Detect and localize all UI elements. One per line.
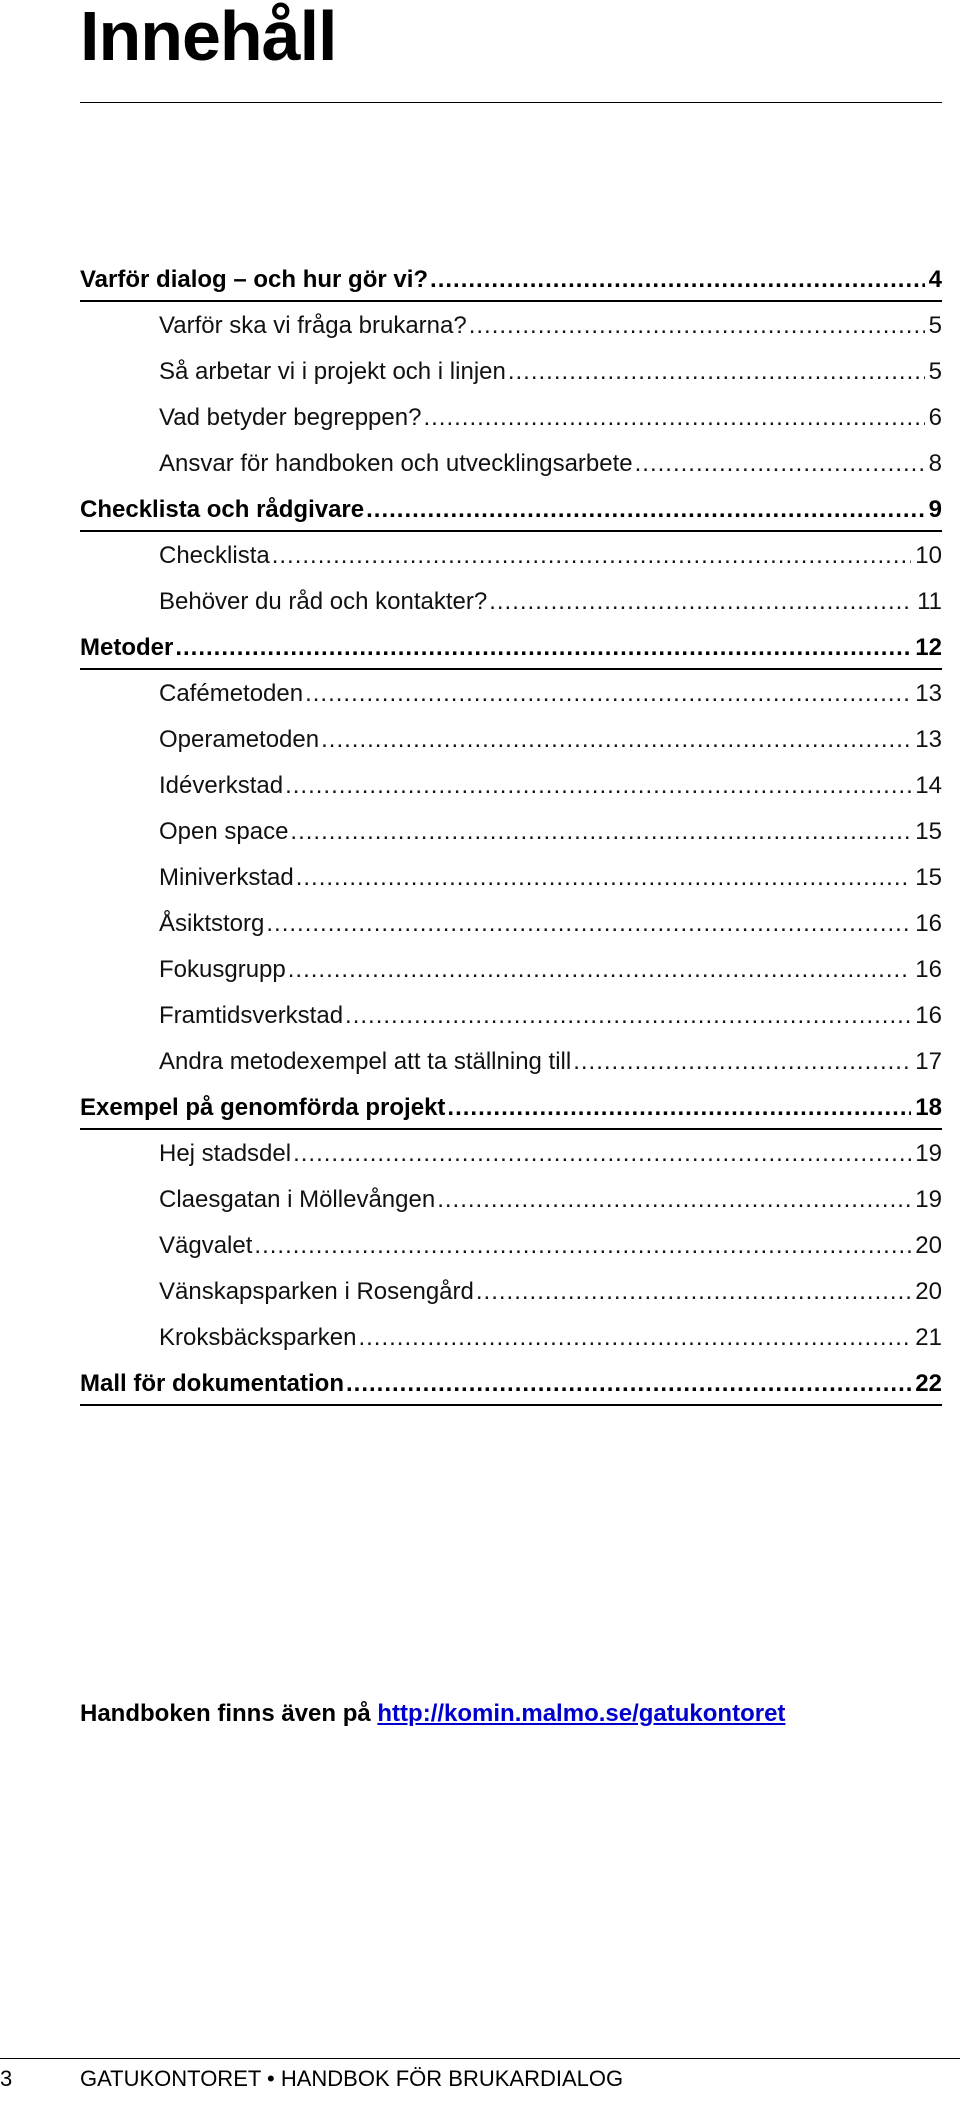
toc-dot-leader: [635, 441, 925, 487]
toc-entry-page-number: 8: [928, 450, 942, 477]
toc-entry-title: Framtidsverkstad: [159, 1002, 344, 1029]
toc-dot-leader: [345, 993, 911, 1039]
toc-section-entry[interactable]: [80, 671, 942, 717]
page-title: Innehåll: [80, 0, 337, 75]
toc-entry-title: Så arbetar vi i projekt och i linjen: [159, 358, 506, 385]
toc-section-entry[interactable]: [80, 395, 942, 441]
availability-note-text: Handboken finns även på: [80, 1700, 371, 1727]
toc-entry-page-number: 4: [928, 266, 942, 293]
toc-dot-leader: [254, 1223, 911, 1269]
toc-dot-leader: [358, 1315, 911, 1361]
toc-section-entry[interactable]: [80, 947, 942, 993]
toc-entry-title: Vad betyder begreppen?: [159, 404, 422, 431]
toc-entry-page-number: 9: [928, 496, 942, 523]
toc-section-entry[interactable]: [80, 533, 942, 579]
toc-chapter-entry[interactable]: [80, 625, 942, 671]
toc-dot-leader: [489, 579, 913, 625]
toc-dot-leader: [469, 303, 925, 349]
toc-chapter-entry[interactable]: [80, 487, 942, 533]
toc-section-entry[interactable]: [80, 717, 942, 763]
toc-section-entry[interactable]: [80, 349, 942, 395]
toc-entry-title: Operametoden: [159, 726, 320, 753]
toc-entry-title: Behöver du råd och kontakter?: [159, 588, 488, 615]
toc-entry-page-number: 13: [915, 726, 942, 753]
toc-entry-title: Andra metodexempel att ta ställning till: [159, 1048, 572, 1075]
toc-section-entry[interactable]: [80, 441, 942, 487]
toc-entry-page-number: 5: [928, 312, 942, 339]
toc-section-entry[interactable]: [80, 809, 942, 855]
toc-dot-leader: [290, 809, 911, 855]
footer-divider: [0, 2058, 960, 2059]
footer-page-number: 3: [0, 2066, 13, 2091]
toc-entry-page-number: 17: [915, 1048, 942, 1075]
toc-entry-page-number: 19: [915, 1186, 942, 1213]
toc-entry-title: Varför ska vi fråga brukarna?: [159, 312, 467, 339]
toc-entry-page-number: 11: [917, 588, 942, 615]
toc-entry-page-number: 20: [915, 1278, 942, 1305]
toc-dot-leader: [423, 395, 924, 441]
toc-section-entry[interactable]: [80, 303, 942, 349]
toc-entry-title: Miniverkstad: [159, 864, 294, 891]
toc-entry-title: Checklista och rådgivare: [80, 496, 365, 523]
toc-entry-page-number: 15: [915, 818, 942, 845]
toc-dot-leader: [430, 257, 925, 303]
toc-dot-leader: [366, 487, 925, 533]
toc-section-entry[interactable]: [80, 1223, 942, 1269]
toc-dot-leader: [321, 717, 911, 763]
toc-entry-title: Idéverkstad: [159, 772, 284, 799]
toc-section-entry[interactable]: [80, 1177, 942, 1223]
toc-chapter-entry[interactable]: [80, 257, 942, 303]
toc-entry-title: Kroksbäcksparken: [159, 1324, 357, 1351]
toc-entry-title: Cafémetoden: [159, 680, 304, 707]
toc-dot-leader: [447, 1085, 911, 1131]
toc-entry-title: Mall för dokumentation: [80, 1370, 344, 1397]
toc-entry-page-number: 21: [915, 1324, 942, 1351]
toc-section-entry[interactable]: [80, 763, 942, 809]
toc-entry-page-number: 6: [928, 404, 942, 431]
toc-entry-title: Metoder: [80, 634, 174, 661]
table-of-contents: [80, 257, 942, 1407]
toc-section-entry[interactable]: [80, 1315, 942, 1361]
toc-entry-page-number: 20: [915, 1232, 942, 1259]
availability-note: [80, 1700, 785, 1728]
toc-dot-leader: [285, 763, 911, 809]
toc-dot-leader: [305, 671, 911, 717]
toc-section-entry[interactable]: [80, 1039, 942, 1085]
toc-entry-title: Fokusgrupp: [159, 956, 286, 983]
toc-dot-leader: [573, 1039, 911, 1085]
toc-section-entry[interactable]: [80, 901, 942, 947]
website-link[interactable]: http://komin.malmo.se/gatukontoret: [377, 1700, 786, 1727]
toc-dot-leader: [266, 901, 911, 947]
toc-dot-leader: [296, 855, 912, 901]
toc-chapter-entry[interactable]: [80, 1361, 942, 1407]
toc-entry-page-number: 18: [915, 1094, 942, 1121]
toc-entry-page-number: 16: [915, 1002, 942, 1029]
toc-entry-page-number: 22: [915, 1370, 942, 1397]
toc-entry-page-number: 15: [915, 864, 942, 891]
toc-entry-title: Åsiktstorg: [159, 910, 265, 937]
toc-section-entry[interactable]: [80, 1131, 942, 1177]
toc-dot-leader: [508, 349, 925, 395]
toc-entry-page-number: 19: [915, 1140, 942, 1167]
toc-entry-page-number: 14: [915, 772, 942, 799]
toc-dot-leader: [175, 625, 911, 671]
toc-dot-leader: [272, 533, 912, 579]
toc-entry-page-number: 13: [915, 680, 942, 707]
toc-entry-title: Open space: [159, 818, 289, 845]
toc-dot-leader: [288, 947, 912, 993]
toc-entry-page-number: 16: [915, 956, 942, 983]
toc-section-entry[interactable]: [80, 1269, 942, 1315]
toc-entry-title: Varför dialog – och hur gör vi?: [80, 266, 429, 293]
toc-entry-title: Claesgatan i Möllevången: [159, 1186, 436, 1213]
toc-section-entry[interactable]: [80, 993, 942, 1039]
toc-entry-title: Checklista: [159, 542, 270, 569]
toc-entry-page-number: 12: [915, 634, 942, 661]
toc-entry-title: Vänskapsparken i Rosengård: [159, 1278, 474, 1305]
toc-entry-page-number: 5: [928, 358, 942, 385]
toc-dot-leader: [476, 1269, 911, 1315]
toc-entry-page-number: 16: [915, 910, 942, 937]
toc-dot-leader: [437, 1177, 911, 1223]
footer-running-title: GATUKONTORET • HANDBOK FÖR BRUKARDIALOG: [80, 2066, 624, 2091]
toc-section-entry[interactable]: [80, 855, 942, 901]
toc-entry-page-number: 10: [915, 542, 942, 569]
toc-section-entry[interactable]: [80, 579, 942, 625]
toc-entry-title: Hej stadsdel: [159, 1140, 292, 1167]
toc-entry-title: Exempel på genomförda projekt: [80, 1094, 446, 1121]
toc-chapter-entry[interactable]: [80, 1085, 942, 1131]
toc-dot-leader: [293, 1131, 911, 1177]
title-divider: [80, 102, 942, 103]
toc-dot-leader: [346, 1361, 911, 1407]
toc-entry-title: Ansvar för handboken och utvecklingsarbete: [159, 450, 633, 477]
toc-entry-title: Vägvalet: [159, 1232, 253, 1259]
